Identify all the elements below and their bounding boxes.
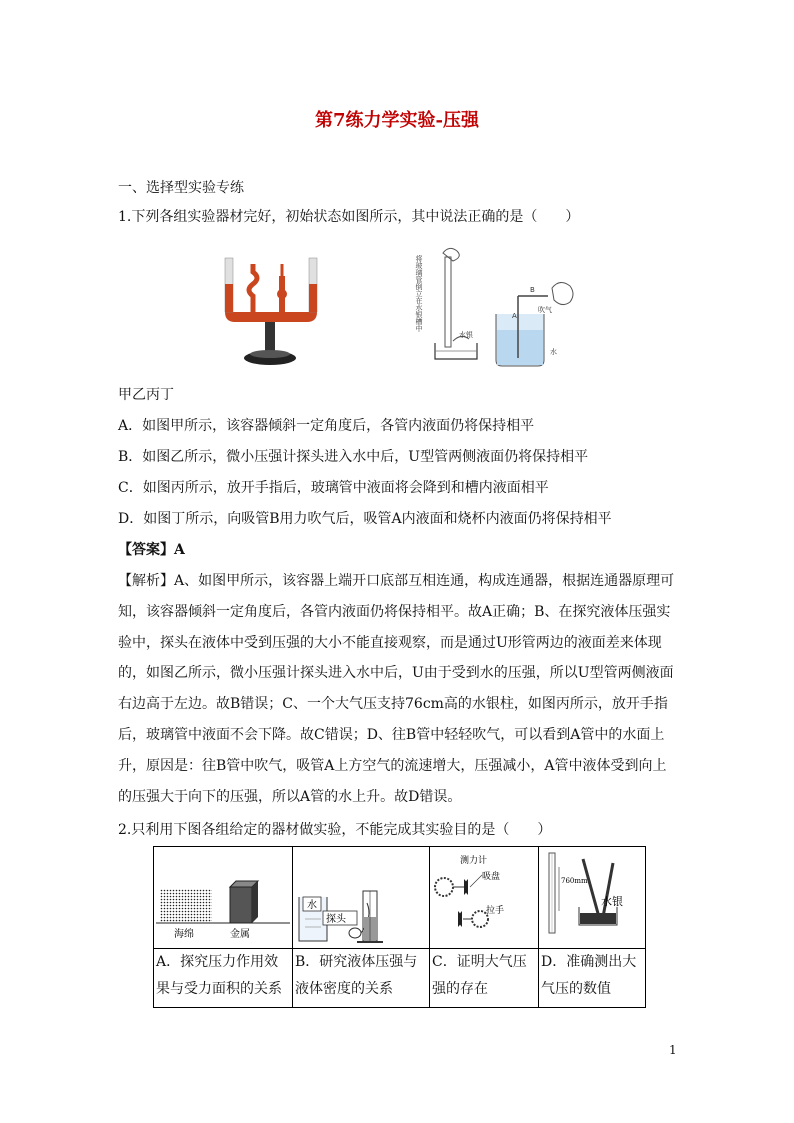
q2-cell-b-figure: [293, 847, 430, 949]
page-number: 1: [669, 1043, 677, 1057]
metal-label: 金属: [230, 929, 250, 940]
mercury-label: 水银: [601, 895, 623, 908]
q1-stem: 1.下列各组实验器材完好，初始状态如图所示，其中说法正确的是（ ）: [118, 209, 580, 225]
tube-b-label: B: [530, 286, 535, 294]
mercury-tube-figure: [415, 243, 485, 373]
q2-cell-d-figure: [539, 847, 646, 949]
q1-option-b: B．如图乙所示，微小压强计探头进入水中后，U型管两侧液面仍将保持相平: [118, 449, 589, 465]
suction-cup-label: 吸盘: [482, 872, 501, 882]
probe-label: 探头: [326, 914, 346, 925]
page-title: 第7练力学实验-压强: [315, 110, 479, 131]
q2-stem: 2.只利用下图各组给定的器材做实验，不能完成其实验目的是（ ）: [118, 822, 552, 838]
handle-label: 拉手: [486, 906, 505, 916]
q1-figure-caption: 甲乙丙丁: [118, 387, 174, 403]
q2-option-table: [153, 846, 646, 1008]
pressure-gauge-figure: [293, 847, 429, 944]
q1-answer: 【答案】A: [118, 542, 185, 558]
connected-vessel-figure: [215, 254, 327, 370]
q2-option-a: A．探究压力作用效果与受力面积的关系: [154, 949, 293, 1008]
q1-option-c: C．如图丙所示，放开手指后，玻璃管中液面将会降到和槽内液面相平: [118, 480, 549, 496]
side-text: 将玻璃管倒立在水银槽中: [415, 255, 423, 332]
torricelli-figure: [539, 847, 645, 944]
blow-label: 吹气: [538, 306, 552, 314]
mercury-label: 水银: [459, 331, 473, 339]
tube-a-label: A: [512, 312, 517, 320]
q2-option-c: C．证明大气压强的存在: [430, 949, 539, 1008]
q2-option-b: B．研究液体压强与液体密度的关系: [293, 949, 430, 1008]
q2-cell-a-figure: [154, 847, 293, 949]
q2-option-d: D．准确测出大气压的数值: [539, 949, 646, 1008]
q1-option-d: D．如图丁所示，向吸管B用力吹气后，吸管A内液面和烧杯内液面仍将保持相平: [118, 511, 612, 527]
sponge-metal-figure: [154, 847, 292, 944]
dynamometer-label: 测力计: [460, 856, 488, 866]
q1-analysis: 【解析】A、如图甲所示，该容器上端开口底部互相连通，构成连通器，根据连通器原理可知，该容器倾斜一定角度后，各管内液面仍将保持相平。故A正确；B、在探究液体压强实验中，探头在液体中受到压强的大小不能直接观察，而是通过U形管两边的液面差来体现的，如图乙所示，微小压强计探头进入水中后，U由于受到水的压强，所以U型管两侧液面右边高于左边。故B错误；C、一个大气压支持76cm高的水银柱，如图丙所示，放开手指后，玻璃管中液面不会下降。故C错误；D、往B管中轻轻吹气，可以看到A管中的水面上升，原因是：往B管中吹气，吸管A上方空气的流速增大，压强减小，A管中液体受到向上的压强大于向下的压强，所以A管的水上升。故D错误。: [118, 573, 675, 805]
blow-straw-figure: [490, 278, 580, 368]
height-label: 760mm: [561, 877, 588, 885]
q1-option-a: A．如图甲所示，该容器倾斜一定角度后，各管内液面仍将保持相平: [118, 418, 535, 434]
water-label: 水: [307, 900, 317, 911]
water-label: 水: [550, 348, 557, 356]
suction-cup-figure: [430, 847, 538, 944]
section-heading: 一、选择型实验专练: [118, 180, 244, 196]
sponge-label: 海绵: [174, 929, 194, 940]
q2-cell-c-figure: [430, 847, 539, 949]
